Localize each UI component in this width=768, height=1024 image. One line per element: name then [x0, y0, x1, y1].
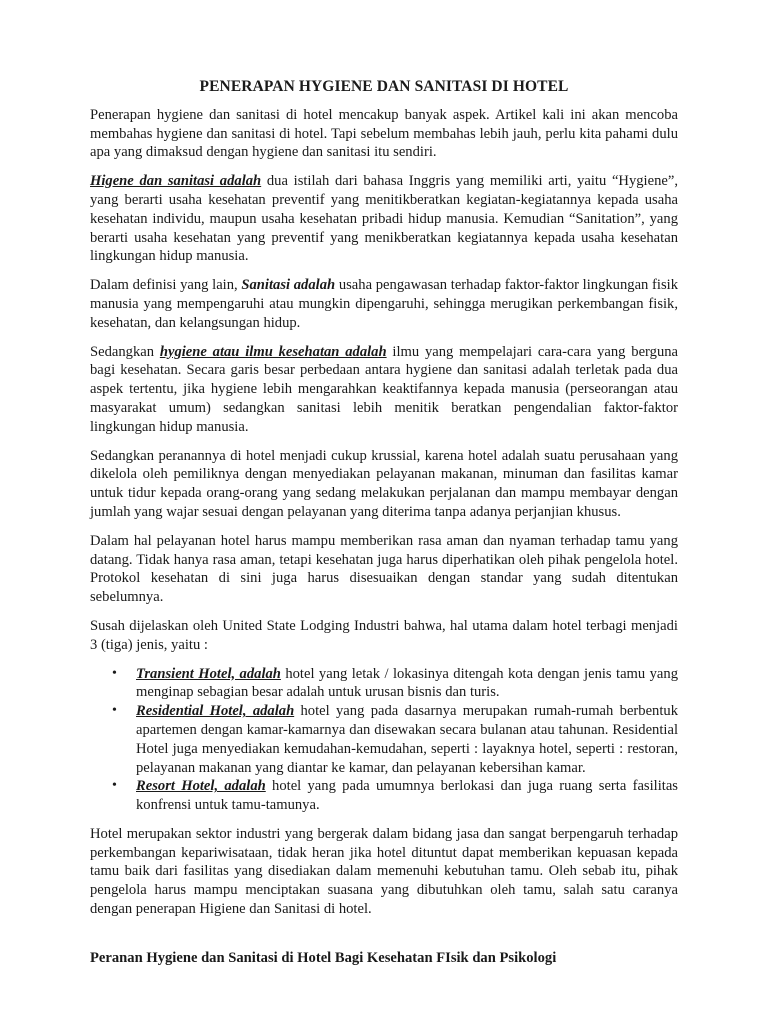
- list-item: [112, 777, 678, 815]
- list-item: [112, 702, 678, 777]
- sanitasi-text: usaha pengawasan terhadap faktor-faktor lingkungan fisik manusia yang mempengaruhi atau mungkin dipengaruhi, sehingga merugikan perkembangan fisik, kesehatan, dan kelangsungan hidup.: [90, 277, 678, 331]
- pelayanan-paragraph: Dalam hal pelayanan hotel harus mampu memberikan rasa aman dan nyaman terhadap tamu yang datang. Tidak hanya rasa aman, tetapi kesehatan juga harus diperhatikan oleh pihak pengelola hotel. Protokol kesehatan di sini juga harus disesuaikan dengan standar yang sudah ditentukan sebelumnya.: [90, 532, 678, 606]
- hygiene-paragraph: [90, 343, 678, 437]
- hotel-type-text: hotel yang pada dasarnya merupakan rumah-rumah berbentuk apartemen dengan kamar-kamarnya dan disewakan secara bulanan atau tahunan. Residential Hotel juga menyediakan kemudahan-kemudahan, seperti : layaknya hotel, seperti : restoran, pelayanan makanan yang diantar ke kamar, dan pelayanan kebersihan kamar.: [136, 703, 678, 776]
- definition-text: dua istilah dari bahasa Inggris yang memiliki arti, yaitu “Hygiene”, yang berarti usaha kesehatan preventif yang menitikberatkan kegiatan-kegiatannya kepada usaha kesehatan individu, maupun usaha kesehatan pribadi hidup manusia. Kemudian “Sanitation”, yang berarti usaha kesehatan yang preventif yang menikberatkan kegiatannya kepada usaha kesehatan lingkungan hidup manusia.: [90, 173, 678, 265]
- hygiene-lead: Sedangkan: [90, 343, 160, 360]
- list-item: [112, 665, 678, 703]
- sanitasi-lead: Dalam definisi yang lain,: [90, 277, 242, 294]
- bullet-icon: •: [112, 665, 117, 681]
- peranan-paragraph: Sedangkan peranannya di hotel menjadi cukup krussial, karena hotel adalah suatu perusahaan yang dikelola oleh pemiliknya dengan menyediakan pelayanan makanan, minuman dan fasilitas kamar untuk tidur kepada orang-orang yang sedang melakukan perjalanan dan mampu membayar dengan jumlah yang wajar sesuai dengan pelayanan yang diterima tanpa adanya perjanjian khusus.: [90, 447, 678, 520]
- document-page: [90, 78, 678, 968]
- sanitasi-paragraph: [90, 276, 678, 332]
- hotel-type-term: Transient Hotel, adalah: [136, 665, 281, 682]
- document-title: PENERAPAN HYGIENE DAN SANITASI DI HOTEL: [199, 78, 569, 95]
- bullet-icon: •: [112, 778, 117, 794]
- section-subheading: Peranan Hygiene dan Sanitasi di Hotel Bagi Kesehatan FIsik dan Psikologi: [90, 949, 557, 966]
- definition-term: Higene dan sanitasi adalah: [90, 173, 262, 190]
- hotel-type-term: Residential Hotel, adalah: [136, 703, 295, 720]
- hotel-types-list: [90, 665, 678, 815]
- hotel-type-text: hotel yang letak / lokasinya ditengah kota dengan jenis tamu yang menginap sebagian besar adalah untuk urusan bisnis dan turis.: [136, 665, 678, 701]
- hotel-type-text: hotel yang pada umumnya berlokasi dan juga ruang serta fasilitas konfrensi untuk tamu-tamunya.: [136, 778, 678, 814]
- bullet-icon: •: [112, 703, 117, 719]
- intro-paragraph: Penerapan hygiene dan sanitasi di hotel mencakup banyak aspek. Artikel kali ini akan mencoba membahas hygiene dan sanitasi di hotel. Tapi sebelum membahas lebih jauh, perlu kita pahami dulu apa yang dimaksud dengan hygiene dan sanitasi itu sendiri.: [90, 106, 678, 161]
- jenis-paragraph: Susah dijelaskan oleh United State Lodging Industri bahwa, hal utama dalam hotel terbagi menjadi 3 (tiga) jenis, yaitu :: [90, 617, 678, 653]
- sanitasi-term: Sanitasi adalah: [241, 277, 336, 294]
- definition-paragraph: [90, 172, 678, 266]
- hotel-type-term: Resort Hotel, adalah: [136, 778, 266, 795]
- hygiene-term: hygiene atau ilmu kesehatan adalah: [159, 343, 387, 360]
- sektor-paragraph: Hotel merupakan sektor industri yang bergerak dalam bidang jasa dan sangat berpengaruh terhadap perkembangan kepariwisataan, tidak heran jika hotel dituntut dapat memberikan kepuasan kepada tamu baik dari fasilitas yang disediakan dalam memenuhi kebutuhan tamu. Oleh sebab itu, pihak pengelola harus mampu menciptakan suasana yang dibutuhkan oleh tamu, salah satu caranya dengan penerapan Higiene dan Sanitasi di hotel.: [90, 825, 678, 918]
- hygiene-text: ilmu yang mempelajari cara-cara yang berguna bagi kesehatan. Secara garis besar perbedaan antara hygiene dan sanitasi adalah terletak pada dua aspek tertentu, jika hygiene lebih mengarahkan keaktifannya kepada manusia (perseorangan atau masyarakat umum) sedangkan sanitasi lebih menitik beratkan pengendalian faktor-faktor lingkungan hidup manusia.: [90, 343, 679, 435]
